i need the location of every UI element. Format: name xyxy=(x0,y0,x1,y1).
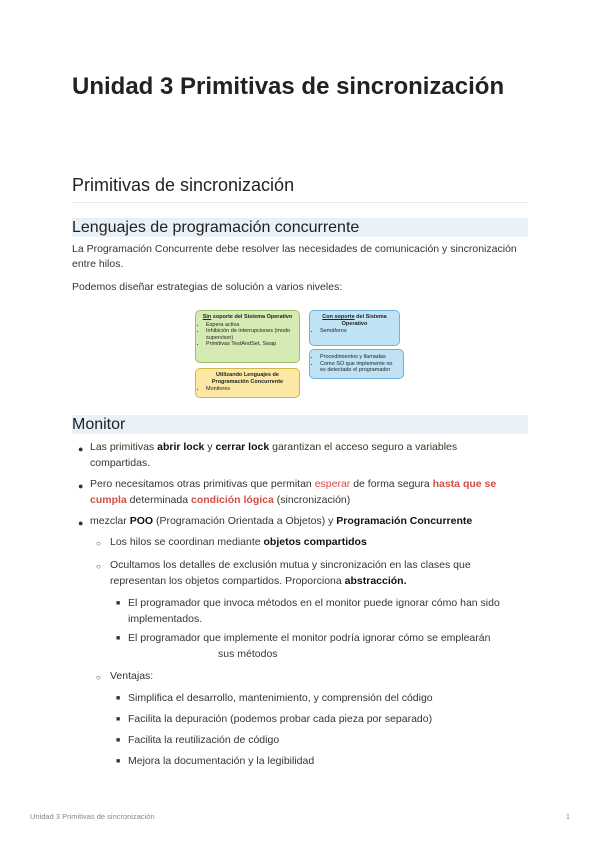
bullet-square-icon: ■ xyxy=(116,600,121,607)
list-item-ventajas: Ventajas: xyxy=(110,670,154,682)
bullet-square-icon: ■ xyxy=(116,635,121,642)
bullet-square-icon: ■ xyxy=(116,758,121,765)
bullet-square-icon: ■ xyxy=(116,716,121,723)
paragraph-levels: Podemos diseñar estrategias de solución a varios niveles: xyxy=(72,281,343,293)
solution-levels-diagram xyxy=(192,307,407,400)
section-heading: Primitivas de sincronización xyxy=(72,175,528,203)
subsection-heading-monitor: Monitor xyxy=(72,415,528,434)
box-con-soporte xyxy=(309,310,400,346)
bullet-square-icon: ■ xyxy=(116,695,121,702)
box-con-title-underlined: Con soporte xyxy=(322,314,355,320)
box-con-title-rest: del Sistema Operativo xyxy=(341,314,387,327)
box-lenguajes-title: Utilizando Lenguajes de Programación Concurrente xyxy=(211,372,284,385)
list-item-implemente: El programador que implemente el monitor podría ignorar cómo se emplearán sus métodos xyxy=(128,632,491,660)
box-sin-title-underlined: Sin xyxy=(202,314,212,320)
bullet-disc-icon: ● xyxy=(78,481,84,491)
bullet-circle-icon: ○ xyxy=(96,539,101,548)
list-item-ventaja-3: Facilita la reutilización de código xyxy=(128,734,280,746)
list-item-locks: Las primitivas abrir lock y cerrar lock garantizan el acceso seguro a variables compartidas. xyxy=(90,441,458,469)
list-item-esperar: Pero necesitamos otras primitivas que permitan esperar de forma segura hasta que se cumpla determinada condición lógica (sincronización) xyxy=(90,478,497,506)
subsection-heading-lenguajes: Lenguajes de programación concurrente xyxy=(72,218,528,237)
list-item-ventaja-4: Mejora la documentación y la legibilidad xyxy=(128,755,315,767)
box-lib-item: • Procedimientos y llamadas xyxy=(320,354,399,361)
page-number: 1 xyxy=(565,812,570,821)
box-sin-title-rest: soporte del Sistema Operativo xyxy=(211,314,293,320)
bullet-disc-icon: ● xyxy=(78,444,84,454)
box-librerias xyxy=(309,349,404,379)
box-sin-item: • Primitivas TestAndSet, Swap xyxy=(206,341,295,348)
list-item-invoca: El programador que invoca métodos en el monitor puede ignorar cómo han sido implementados. xyxy=(128,597,500,625)
box-lib-item: • Como SO que implemente no es detectado el programador xyxy=(320,361,399,374)
page-footer xyxy=(30,812,570,821)
box-sin-soporte xyxy=(195,310,300,363)
bullet-disc-icon: ● xyxy=(78,518,84,528)
page-title: Unidad 3 Primitivas de sincronización xyxy=(72,73,505,100)
box-sin-item: • Espera activa xyxy=(206,322,295,329)
bullet-circle-icon: ○ xyxy=(96,562,101,571)
box-con-item: • Semáforos xyxy=(320,328,395,335)
list-item-ventaja-2: Facilita la depuración (podemos probar cada pieza por separado) xyxy=(128,713,433,725)
box-lenguajes xyxy=(195,368,300,398)
footer-title: Unidad 3 Primitivas de sincronización xyxy=(30,812,155,821)
box-sin-item: • Inhibición de interrupciones (modo supervisor) xyxy=(206,328,295,341)
list-item-ocultamos: Ocultamos los detalles de exclusión mutua y sincronización en las clases que representan los objetos compartidos. Proporciona abstracción. xyxy=(110,559,471,587)
paragraph-intro: La Programación Concurrente debe resolver las necesidades de comunicación y sincronización entre hilos. xyxy=(72,243,517,270)
list-item-objetos: Los hilos se coordinan mediante objetos compartidos xyxy=(110,536,367,548)
list-item-ventaja-1: Simplifica el desarrollo, mantenimiento, y comprensión del código xyxy=(128,692,433,704)
box-lenguajes-item: • Monitores xyxy=(206,386,295,393)
bullet-circle-icon: ○ xyxy=(96,673,101,682)
list-item-poo: mezclar POO (Programación Orientada a Objetos) y Programación Concurrente xyxy=(90,515,473,527)
bullet-square-icon: ■ xyxy=(116,737,121,744)
